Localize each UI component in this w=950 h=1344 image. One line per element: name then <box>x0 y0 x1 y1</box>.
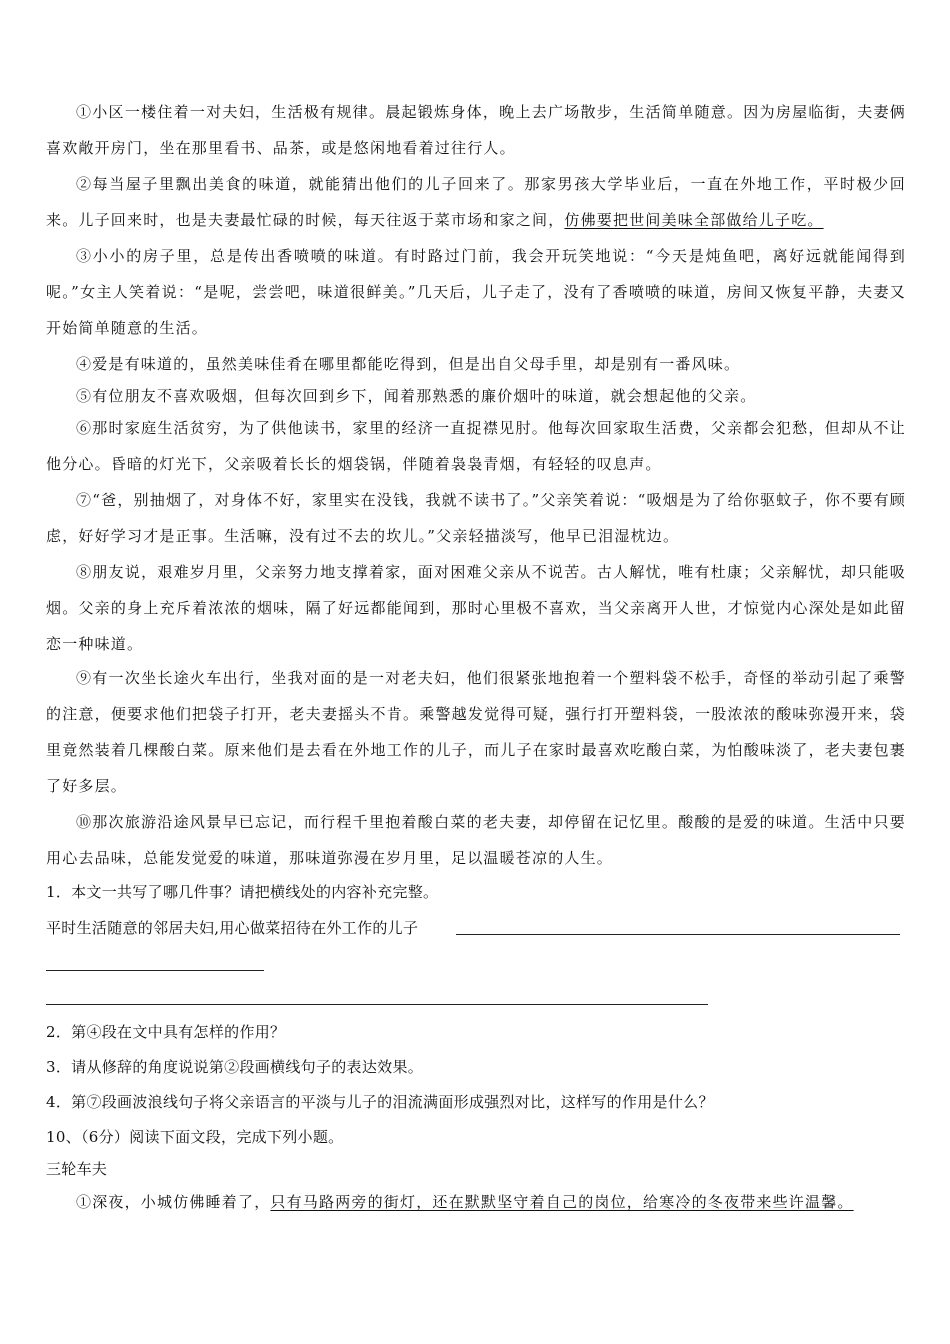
paragraph-5: ⑤有位朋友不喜欢吸烟，但每次回到乡下，闻着那熟悉的廉价烟叶的味道，就会想起他的父亲。 <box>76 387 757 405</box>
question-2: 2．第④段在文中具有怎样的作用？ <box>46 1023 286 1041</box>
paragraph-1: ①小区一楼住着一对夫妇，生活极有规律。晨起锻炼身体，晚上去广场散步，生活简单随意。因为房屋临街，夫妻俩喜欢敞开房门，坐在那里看书、品茶，或是悠闲地看着过往行人。 <box>46 103 906 157</box>
paragraph-7: ⑦“爸，别抽烟了，对身体不好，家里实在没钱，我就不读书了。”父亲笑着说：“吸烟是为了给你驱蚊子，你不要有顾虑，好好学习才是正事。生活嘛，没有过不去的坎儿。”父亲轻描淡写，他早已泪湿枕边。 <box>46 491 906 545</box>
answer-blank-line-2[interactable] <box>46 970 264 971</box>
paragraph-10: ⑩那次旅游沿途风景早已忘记，而行程千里抱着酸白菜的老夫妻，却停留在记忆里。酸酸的是爱的味道。生活中只要用心去品味，总能发觉爱的味道，那味道弥漫在岁月里，足以温暖苍凉的人生。 <box>46 813 906 867</box>
answer-blank-line-3[interactable] <box>46 1004 708 1005</box>
question-1-fill-prefix: 平时生活随意的邻居夫妇,用心做菜招待在外工作的儿子 <box>46 919 419 937</box>
paragraph-9: ⑨有一次坐长途火车出行，坐我对面的是一对老夫妇，他们很紧张地抱着一个塑料袋不松手，奇怪的举动引起了乘警的注意，便要求他们把袋子打开，老夫妻摇头不肯。乘警越发觉得可疑，强行打开塑料袋，一股浓浓的酸味弥漫开来，袋里竟然装着几棵酸白菜。原来他们是去看在外地工作的儿子，而儿子在家时最喜欢吃酸白菜，为怕酸味淡了，老夫妻包裹了好多层。 <box>46 669 906 795</box>
passage-paragraph-1-text: ①深夜，小城仿佛睡着了， <box>76 1193 271 1211</box>
passage-paragraph-1-underlined-sentence: 只有马路两旁的街灯，还在默默坚守着自己的岗位，给寒冷的冬夜带来些许温馨。 <box>270 1193 854 1211</box>
answer-blank-line-1[interactable] <box>456 934 900 935</box>
passage-title: 三轮车夫 <box>46 1160 108 1178</box>
paragraph-4: ④爱是有味道的，虽然美味佳肴在哪里都能吃得到，但是出自父母手里，却是别有一番风味。 <box>76 355 741 373</box>
question-1: 1．本文一共写了哪几件事？请把横线处的内容补充完整。 <box>46 883 439 901</box>
paragraph-6: ⑥那时家庭生活贫穷，为了供他读书，家里的经济一直捉襟见肘。他每次回家取生活费，父亲都会犯愁，但却从不让他分心。昏暗的灯光下，父亲吸着长长的烟袋锅，伴随着袅袅青烟，有轻轻的叹息声。 <box>46 419 906 473</box>
question-3: 3．请从修辞的角度说说第②段画横线句子的表达效果。 <box>46 1058 424 1076</box>
section-10-heading: 10、（6分）阅读下面文段，完成下列小题。 <box>46 1128 344 1146</box>
paragraph-2 <box>46 166 906 238</box>
paragraph-2-underlined-sentence: 仿佛要把世间美味全部做给儿子吃。 <box>564 211 824 229</box>
paragraph-8: ⑧朋友说，艰难岁月里，父亲努力地支撑着家，面对困难父亲从不说苦。古人解忧，唯有杜康；父亲解忧，却只能吸烟。父亲的身上充斥着浓浓的烟味，隔了好远都能闻到，那时心里极不喜欢，当父亲离开人世，才惊觉内心深处是如此留恋一种味道。 <box>46 563 906 653</box>
question-4: 4．第⑦段画波浪线句子将父亲语言的平淡与儿子的泪流满面形成强烈对比，这样写的作用是什么？ <box>46 1093 714 1111</box>
paragraph-3: ③小小的房子里，总是传出香喷喷的味道。有时路过门前，我会开玩笑地说：“今天是炖鱼吧，离好远就能闻得到呢。”女主人笑着说：“是呢，尝尝吧，味道很鲜美。”几天后，儿子走了，没有了香喷喷的味道，房间又恢复平静，夫妻又开始简单随意的生活。 <box>46 247 906 337</box>
paragraph-2-text: ②每当屋子里飘出美食的味道，就能猜出他们的儿子回来了。那家男孩大学毕业后，一直在外地工作，平时极少回来。儿子回来时，也是夫妻最忙碌的时候，每天往返于菜市场和家之间， <box>46 175 906 229</box>
passage-paragraph-1 <box>46 1184 906 1220</box>
